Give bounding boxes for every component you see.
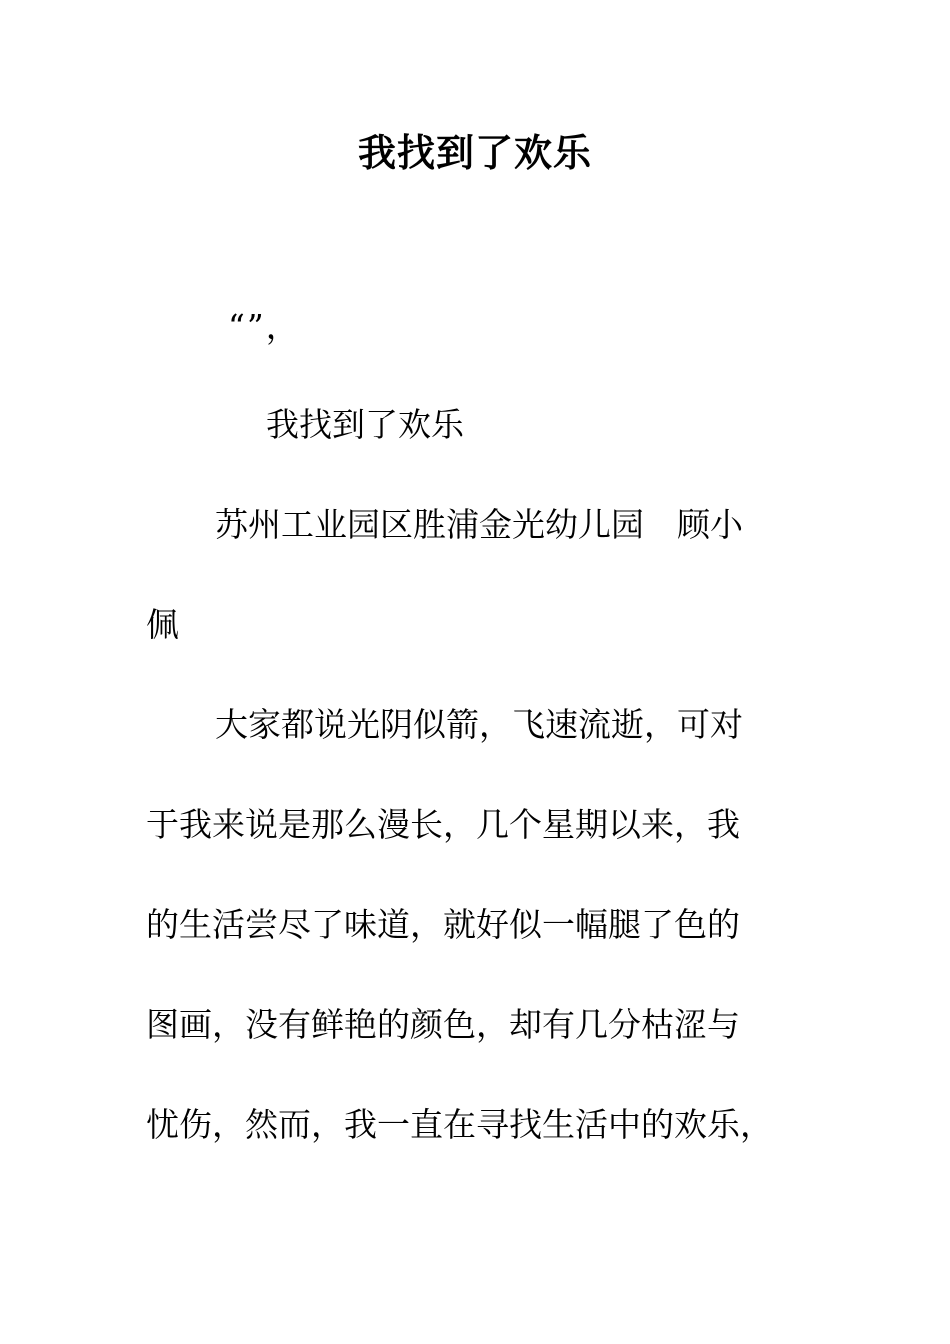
article-subtitle: 我找到了欢乐 xyxy=(266,405,464,444)
body-text-line: 图画，没有鲜艳的颜色，却有几分枯涩与 xyxy=(146,1005,740,1044)
author-line-continued: 佩 xyxy=(146,605,179,644)
document-title: 我找到了欢乐 xyxy=(357,130,592,175)
body-text-line: 大家都说光阴似箭，飞速流逝，可对 xyxy=(215,705,743,744)
body-text-line: 于我来说是那么漫长，几个星期以来，我 xyxy=(146,805,740,844)
body-text-line: 忧伤，然而，我一直在寻找生活中的欢乐， xyxy=(146,1105,773,1144)
author-line: 苏州工业园区胜浦金光幼儿园 顾小 xyxy=(215,505,743,544)
body-text-line: 的生活尝尽了味道，就好似一幅腿了色的 xyxy=(146,905,740,944)
quote-marks: “”， xyxy=(228,307,301,346)
